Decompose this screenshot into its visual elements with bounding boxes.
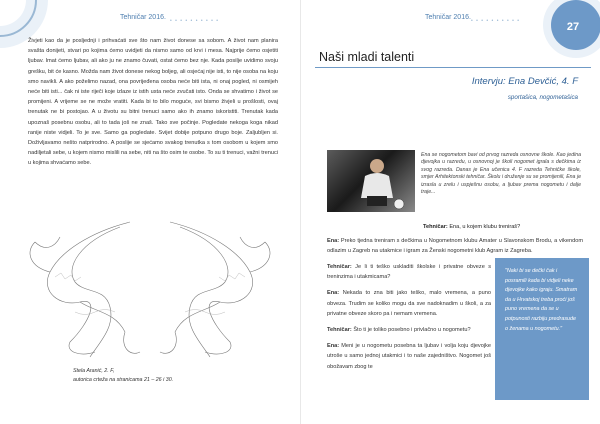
- player-silhouette-icon: [327, 150, 415, 212]
- interview-intro: Ena se nogometom bavi od prvog razreda osnovne škole. Kao jedina djevojka u razredu, u osnovnoj je školi nogomet igrala s dečkima iz svog razreda. Danas je Ena učenica 4. F razreda Tehničke škole, smjer Arhitektonski tehničar. Školu i druženje su se promijenili, Ena je izrasla u zrelu i uspješnu osobu, a ljubav prema nogometu i dalje traje...: [421, 152, 581, 196]
- qa-text: Što ti je toliko posebno i privlačno u nogometu?: [353, 327, 471, 334]
- header-dots-decoration: • • • • • • • • • •: [471, 18, 521, 24]
- question-text: Ena, u kojem klubu treniraš?: [449, 224, 521, 230]
- left-page-header: Tehničar 2016.: [120, 14, 166, 21]
- article-body-text: Živjeti kao da je posljednji i prihvaćati sve što nam život donese sa sobom. A život nam planira svašta donijeti, stvari po kojima ćemo uvidjeti da nismo samo od krvi i mesa. Najprije ćemo osjetiti ljubav. Imat ćemo ljubav, ali ako ju ne znamo čuvati, ostat ćemo bez nje. Kada posilje uvidimo svoju grešku, bit će kasno. Možda nam život donese nekog boljeg, ali osjećaj nije isti, to nije osoba na koju smo navikli. A ako poželimo nazad, ona povrijeđena osoba neće biti ista, ni onaj pogled, ni osmijeh neće biti isti... čak ni iste riječi koje izlaze iz istih usta neće zvučati isto. Onda se shvatimo i život se promijeni. A vrijeme se ne može vratiti. Kada bi to bilo moguće, svi bismo živjeli u prošlosti, ovaj trenutak ne bi postojao. A u životu su bitni trenuci samo ako ih znamo iskoristiti. Trenutak kada upoznaš posebnu osobu, ali to tada još ne znaš. Tako sve počinje. Pogledate nekoga koga nikad ranije niste vidjeli. To je sve. Samo ga pogledate. Svijet dobije potpuno drugo boje. Zaljubljen si. Doživljavamo nešto natprirodno. A poslije se sjećamo svakog trenutka s tom osobom u kojem smo nadiljetali sebe, u kojem nismo mislili na sebe, niti na što osim te osobe. To su ti trenuci, važni trenuci u kojima shvaćamo sebe.: [28, 38, 278, 167]
- question-1: [423, 224, 520, 230]
- qa-text: Meni je u nogometu posebna ta ljubav i volja koju djevojke utroše u samo jednoj utakmici i to naše zajedništvo. Nogomet još obožavam zbog te: [327, 343, 491, 370]
- dragon-drawing-illustration: [20, 212, 280, 362]
- page-number-badge: [541, 0, 600, 60]
- qa-text: Je li ti teško uskladiti školske i privatne obveze s treninzima i utakmicama?: [327, 264, 491, 281]
- interview-subtitle: Intervju: Ena Devčić, 4. F: [471, 76, 578, 87]
- header-dots-decoration: • • • • • • • • • •: [170, 18, 220, 24]
- caption-author: Stela Aranić, 2. F,: [73, 368, 115, 374]
- qa-item: [327, 325, 491, 335]
- qa-item: [327, 341, 491, 372]
- qa-label: Tehničar:: [327, 264, 352, 270]
- answer-1: [327, 236, 583, 256]
- qa-column: [327, 262, 491, 378]
- qa-text: Nekada to zna biti jako teško, malo vremena, a puno obveza. Trudim se koliko mogu da sve nadoknadim u školi, a za privatne obveze skoro pa i nemam vremena.: [327, 290, 491, 317]
- question-label: Tehničar:: [423, 224, 448, 230]
- caption-note: autorica crteža na stranicama 21 – 26 i 30.: [73, 377, 174, 383]
- page-number: 27: [566, 21, 580, 33]
- illustration-caption: [73, 367, 173, 385]
- interviewee-role: sportašica, nogometašica: [507, 94, 578, 101]
- qa-item: [327, 262, 491, 282]
- pull-quote-box: "Naki bi se dečki čak i posramili kada bi vidjeli neke djevojke kako igraju. Smatram da u Hrvatskoj treba proći još puno vremena da se u potpunosti razbiju predrasude o ženama u nogometu.": [495, 258, 589, 400]
- title-divider: [315, 67, 591, 68]
- qa-label: Tehničar:: [327, 327, 352, 334]
- answer-text: Preko tjedna treniram s dečkima u Nogometnom klubu Amater u Slavonskom Brodu, a vikendom odlazim u Zagreb na utakmice i igram za Ženski nogometni klub Agram iz Zagreba.: [327, 238, 584, 255]
- qa-label: Ena:: [327, 290, 340, 297]
- qa-item: [327, 288, 491, 319]
- section-title: Naši mladi talenti: [319, 50, 415, 64]
- right-page: [300, 0, 600, 424]
- answer-label: Ena:: [327, 238, 340, 244]
- player-photo: [327, 150, 415, 212]
- qa-label: Ena:: [327, 343, 340, 350]
- right-page-header: Tehničar 2016.: [425, 14, 471, 21]
